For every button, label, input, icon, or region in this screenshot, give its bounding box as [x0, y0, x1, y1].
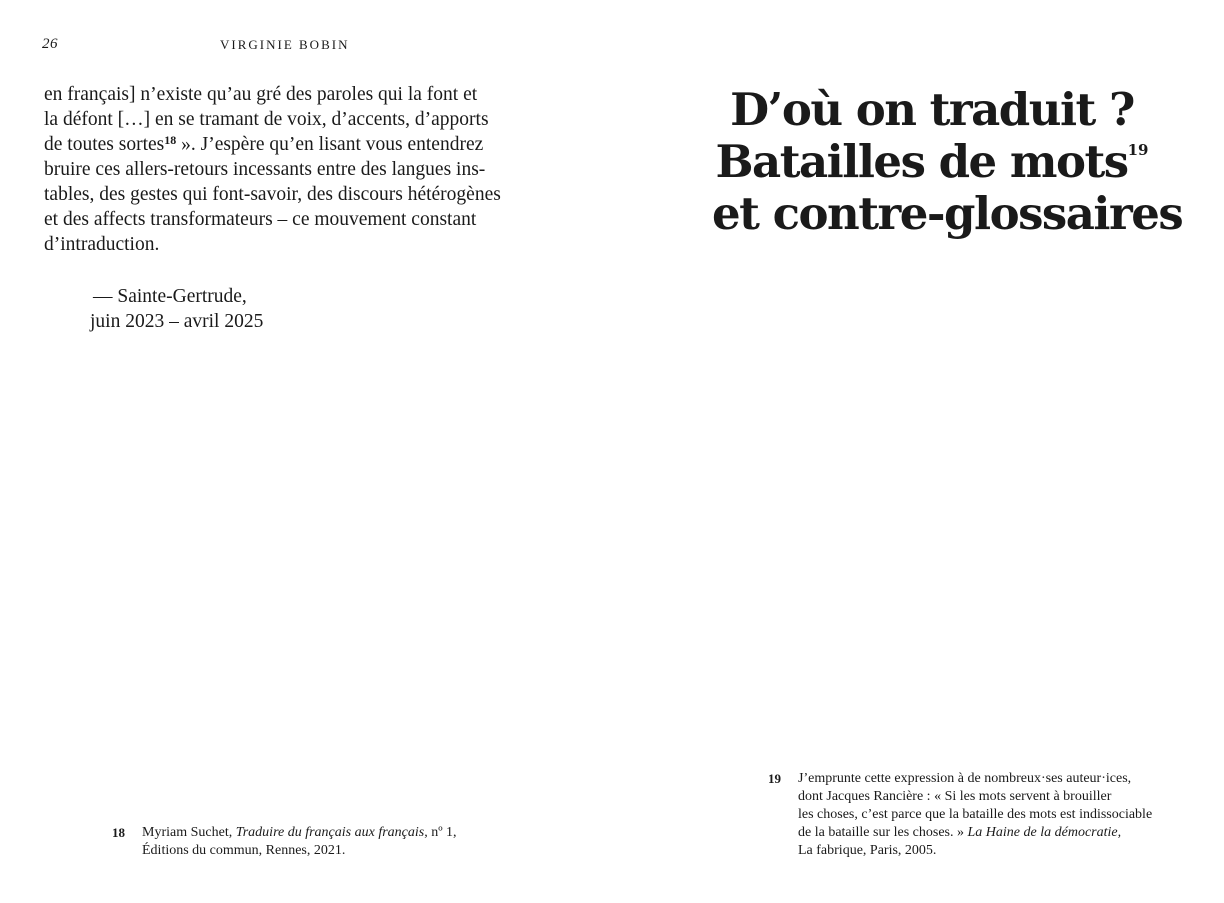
- body-line-part: de toutes sortes: [44, 134, 165, 155]
- footnote-ref-19[interactable]: 19: [1127, 141, 1149, 159]
- footnote-text: [142, 824, 492, 860]
- body-line: la défont […] en se tramant de voix, d’accents, d’apports: [44, 109, 489, 130]
- page-number: 26: [42, 36, 58, 52]
- signature-place: — Sainte-Gertrude,: [93, 286, 247, 307]
- title-line: [712, 136, 1152, 188]
- footnote-line: [142, 824, 492, 842]
- footnote-number: 19: [768, 771, 781, 786]
- footnote-ref-18[interactable]: 18: [164, 133, 177, 147]
- footnote-text: [798, 770, 1188, 860]
- footnote-line: J’emprunte cette expression à de nombreux·ses auteur·ices,: [798, 771, 1132, 786]
- body-line: d’intraduction.: [44, 234, 160, 255]
- running-head: VIRGINIE BOBIN: [220, 37, 350, 52]
- body-line: bruire ces allers-retours incessants entre des langues ins-: [44, 159, 486, 180]
- body-line-part: ». J’espère qu’en lisant vous entendrez: [181, 134, 484, 155]
- body-line: tables, des gestes qui font-savoir, des discours hétérogènes: [44, 184, 501, 205]
- footnote-line: dont Jacques Rancière : « Si les mots servent à brouiller: [798, 789, 1112, 804]
- footnote-line: les choses, c’est parce que la bataille des mots est indissociable: [798, 807, 1153, 822]
- footnote-issue: , nº 1,: [424, 825, 457, 840]
- body-line: en français] n’existe qu’au gré des paroles qui la font et: [44, 84, 478, 105]
- title-line: et contre-glossaires: [712, 187, 1183, 240]
- footnote-line-part: de la bataille sur les choses. »: [798, 825, 968, 840]
- body-paragraph: [44, 82, 532, 257]
- footnote-line: La fabrique, Paris, 2005.: [798, 843, 937, 858]
- body-line: [44, 132, 532, 157]
- right-page: [612, 0, 1224, 903]
- signature-date: juin 2023 – avril 2025: [90, 311, 264, 332]
- body-line: et des affects transformateurs – ce mouvement constant: [44, 209, 477, 230]
- footnote-line: Éditions du commun, Rennes, 2021.: [142, 843, 346, 858]
- signature: [90, 284, 263, 334]
- footnote-19: [768, 770, 1188, 860]
- title-line-text: Batailles de mots: [715, 135, 1128, 188]
- footnote-author: Myriam Suchet,: [142, 825, 236, 840]
- footnote-number: 18: [112, 825, 125, 840]
- footnote-book-title: Traduire du français aux français: [235, 825, 425, 840]
- chapter-title: [712, 83, 1183, 240]
- footnote-18: [112, 824, 492, 860]
- footnote-book-title: La Haine de la démocratie,: [967, 825, 1122, 840]
- footnote-line: [798, 824, 1188, 842]
- title-line: D’où on traduit ?: [730, 83, 1134, 136]
